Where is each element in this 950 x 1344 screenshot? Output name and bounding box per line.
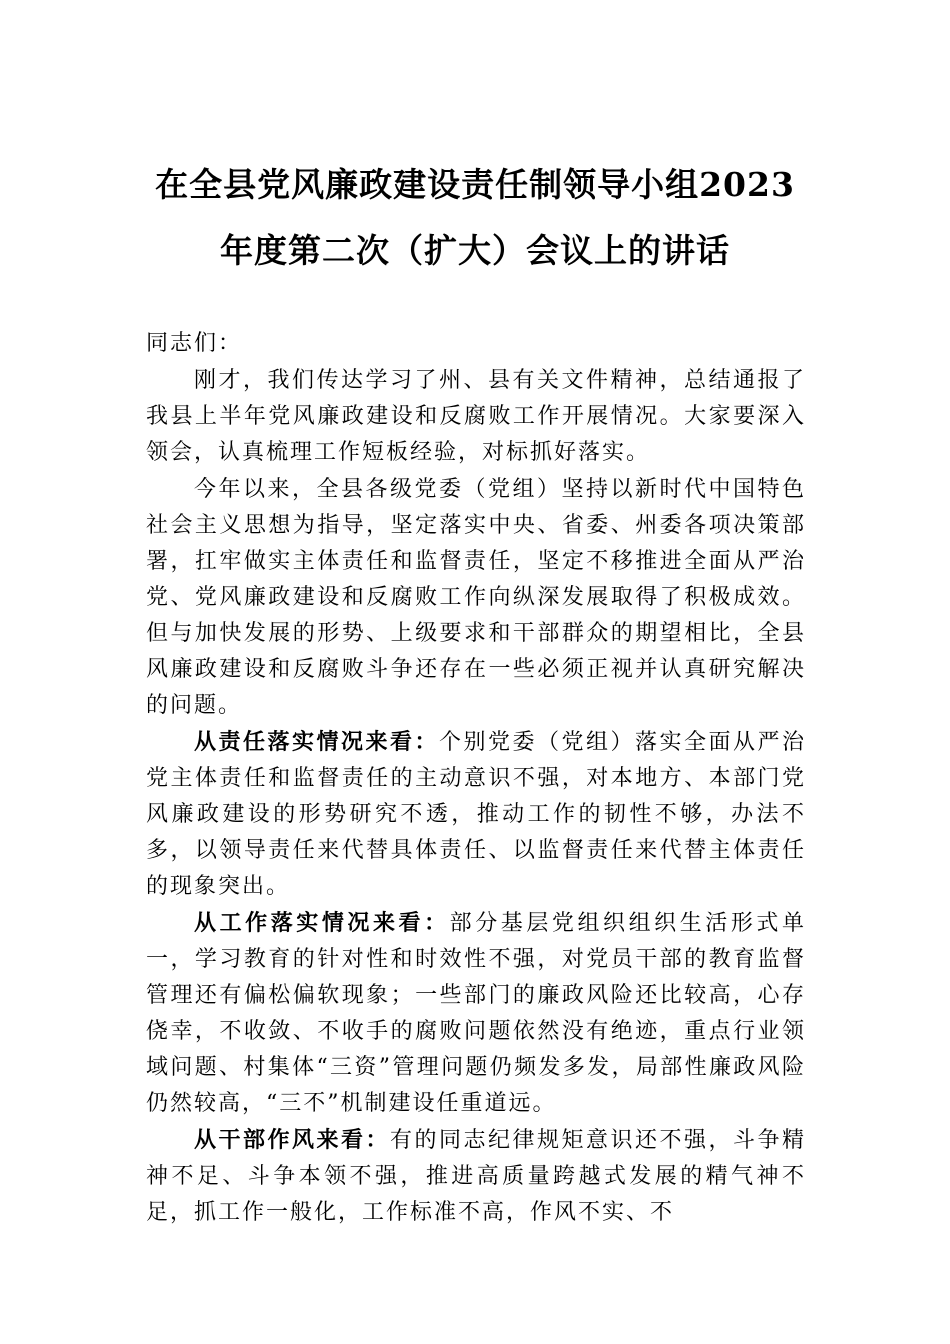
paragraph-5-text: 有的同志纪律规矩意识还不强，斗争精神不足、斗争本领不强，推进高质量跨越式发展的精气神不足，抓工作一般化，工作标准不高，作风不实、不 — [146, 1128, 806, 1225]
paragraph-3 — [146, 724, 806, 905]
document-title: 在全县党风廉政建设责任制领导小组2023年度第二次（扩大）会议上的讲话 — [155, 165, 795, 270]
paragraph-5 — [146, 1122, 806, 1231]
paragraph-4-lead: 从工作落实情况来看： — [194, 910, 450, 936]
document-body — [146, 326, 806, 1231]
paragraph-3-lead: 从责任落实情况来看： — [194, 729, 439, 755]
paragraph-5-lead: 从干部作风来看： — [194, 1127, 390, 1153]
paragraph-2-text: 今年以来，全县各级党委（党组）坚持以新时代中国特色社会主义思想为指导，坚定落实中央、省委、州委各项决策部署，扛牢做实主体责任和监督责任，坚定不移推进全面从严治党、党风廉政建设和反腐败工作向纵深发展取得了积极成效。但与加快发展的形势、上级要求和干部群众的期望相比，全县风廉政建设和反腐败斗争还存在一些必须正视并认真研究解决的问题。 — [146, 477, 806, 718]
paragraph-4 — [146, 905, 806, 1122]
paragraph-4-text: 部分基层党组织组织生活形式单一，学习教育的针对性和时效性不强，对党员干部的教育监督管理还有偏松偏软现象；一些部门的廉政风险还比较高，心存侥幸，不收敛、不收手的腐败问题依然没有绝迹，重点行业领域问题、村集体“三资”管理问题仍频发多发，局部性廉政风险仍然较高，“三不”机制建设任重道远。 — [146, 911, 806, 1116]
salutation: 同志们： — [146, 331, 243, 356]
paragraph-3-text: 个别党委（党组）落实全面从严治党主体责任和监督责任的主动意识不强，对本地方、本部门党风廉政建设的形势研究不透，推动工作的韧性不够，办法不多，以领导责任来代替具体责任、以监督责任来代替主体责任的现象突出。 — [146, 730, 806, 899]
paragraph-1-text: 刚才，我们传达学习了州、县有关文件精神，总结通报了我县上半年党风廉政建设和反腐败工作开展情况。大家要深入领会，认真梳理工作短板经验，对标抓好落实。 — [146, 368, 806, 465]
paragraph-1 — [146, 362, 806, 471]
paragraph-2 — [146, 471, 806, 724]
